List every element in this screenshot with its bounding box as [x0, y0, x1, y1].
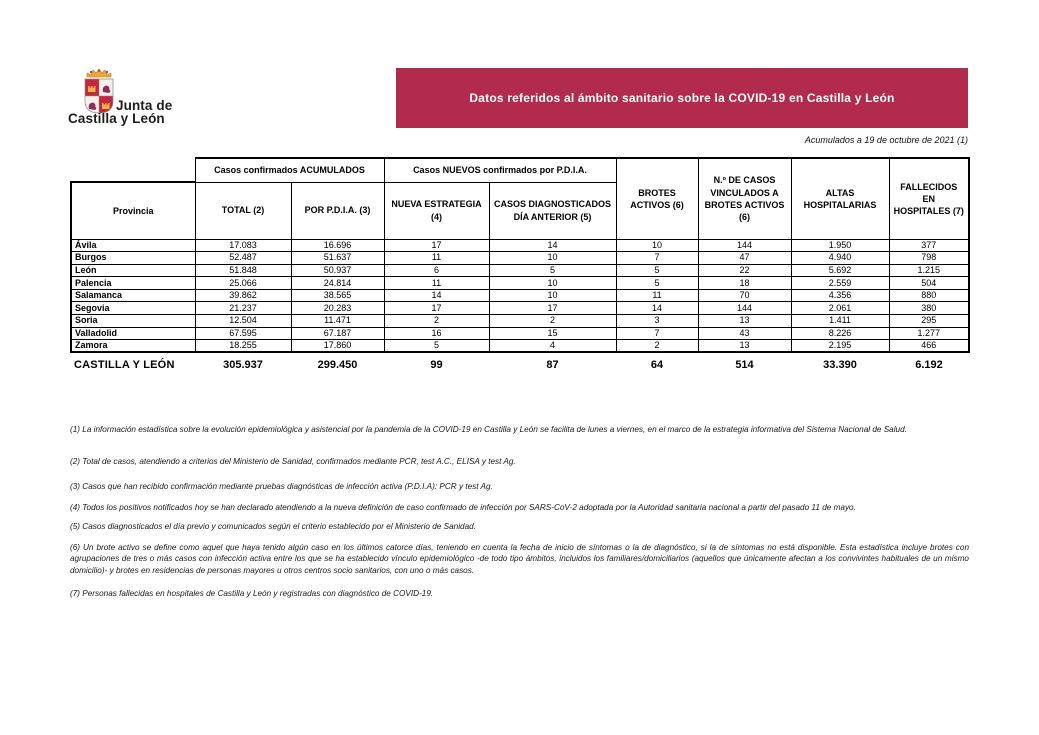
- date-note: Acumulados a 19 de octubre de 2021 (1): [804, 135, 968, 145]
- column-header-nueva-estrategia: NUEVA ESTRATEGIA (4): [384, 182, 489, 239]
- table-row-segovia: [71, 302, 969, 315]
- footnote-1: (1) La información estadística sobre la evolución epidemiológica y asistencial por la pandemia de la COVID-19 en Castilla y León se facilita de lunes a viernes, en el marco de la estrategia informativa del Sistema Nacional de Salud.: [70, 425, 907, 434]
- column-header-fallecidos: FALLECIDOS EN HOSPITALES (7): [889, 158, 969, 239]
- value-cell: 16.696: [291, 239, 384, 252]
- group-header-row: [71, 158, 969, 182]
- value-cell: 67.187: [291, 327, 384, 340]
- value-cell: 4: [489, 340, 616, 353]
- value-cell: 14: [489, 239, 616, 252]
- value-cell: 4.356: [791, 289, 889, 302]
- value-cell: 2: [384, 315, 489, 328]
- value-cell: 50.937: [291, 264, 384, 277]
- value-cell: 17: [489, 302, 616, 315]
- value-cell: 14: [384, 289, 489, 302]
- value-cell: 18.255: [195, 340, 291, 353]
- total-label: CASTILLA Y LEÓN: [74, 358, 175, 371]
- value-cell: 2: [489, 315, 616, 328]
- value-cell: 47: [698, 252, 791, 265]
- value-cell: 11: [384, 277, 489, 290]
- table-row-soria: [71, 315, 969, 328]
- value-cell: 798: [889, 252, 969, 265]
- value-cell: 14: [616, 302, 698, 315]
- value-cell: 67.595: [195, 327, 291, 340]
- column-header-dia-anterior: CASOS DIAGNOSTICADOS DÍA ANTERIOR (5): [489, 182, 616, 239]
- logo-text-line1: Junta de: [116, 98, 173, 113]
- table-row-burgos: [71, 252, 969, 265]
- province-cell: Salamanca: [71, 289, 195, 302]
- value-cell: 2.559: [791, 277, 889, 290]
- value-cell: 43: [698, 327, 791, 340]
- header-spacer: [71, 158, 195, 182]
- value-cell: 1.215: [889, 264, 969, 277]
- value-cell: 380: [889, 302, 969, 315]
- junta-logo: [68, 66, 188, 128]
- value-cell: 5: [489, 264, 616, 277]
- value-cell: 2: [616, 340, 698, 353]
- value-cell: 17.860: [291, 340, 384, 353]
- province-cell: Ávila: [71, 239, 195, 252]
- value-cell: 8.226: [791, 327, 889, 340]
- province-cell: Soria: [71, 315, 195, 328]
- value-cell: 39.862: [195, 289, 291, 302]
- value-cell: 17.083: [195, 239, 291, 252]
- total-value: 64: [650, 358, 664, 371]
- value-cell: 7: [616, 252, 698, 265]
- value-cell: 5: [616, 277, 698, 290]
- value-cell: 11: [384, 252, 489, 265]
- total-value: 87: [546, 358, 559, 371]
- value-cell: 1.277: [889, 327, 969, 340]
- value-cell: 13: [698, 340, 791, 353]
- total-value: 6.192: [915, 358, 943, 371]
- value-cell: 880: [889, 289, 969, 302]
- province-cell: Burgos: [71, 252, 195, 265]
- province-cell: Zamora: [71, 340, 195, 353]
- total-row: [71, 352, 969, 373]
- total-value: 299.450: [317, 358, 358, 371]
- total-value: 514: [735, 358, 754, 371]
- value-cell: 13: [698, 315, 791, 328]
- province-cell: Segovia: [71, 302, 195, 315]
- value-cell: 5: [384, 340, 489, 353]
- column-header-total: TOTAL (2): [195, 182, 291, 239]
- table-row-leon: [71, 264, 969, 277]
- value-cell: 6: [384, 264, 489, 277]
- value-cell: 25.066: [195, 277, 291, 290]
- group-header-nuevos: Casos NUEVOS confirmados por P.D.I.A.: [384, 158, 616, 182]
- group-header-acumulados: Casos confirmados ACUMULADOS: [195, 158, 384, 182]
- banner-title: Datos referidos al ámbito sanitario sobre la COVID-19 en Castilla y León: [469, 91, 895, 105]
- value-cell: 2.061: [791, 302, 889, 315]
- value-cell: 24.814: [291, 277, 384, 290]
- total-value: 305.937: [223, 358, 263, 371]
- value-cell: 18: [698, 277, 791, 290]
- value-cell: 51.848: [195, 264, 291, 277]
- value-cell: 16: [384, 327, 489, 340]
- value-cell: 144: [698, 302, 791, 315]
- value-cell: 1.411: [791, 315, 889, 328]
- covid-data-table: [70, 157, 968, 373]
- value-cell: 11.471: [291, 315, 384, 328]
- value-cell: 144: [698, 239, 791, 252]
- value-cell: 38.565: [291, 289, 384, 302]
- value-cell: 11: [616, 289, 698, 302]
- total-value: 33.390: [823, 358, 857, 371]
- province-cell: Valladolid: [71, 327, 195, 340]
- coat-of-arms-icon: [84, 68, 114, 114]
- value-cell: 15: [489, 327, 616, 340]
- table-row-palencia: [71, 277, 969, 290]
- logo-text-line2: Castilla y León: [68, 111, 165, 126]
- value-cell: 4.940: [791, 252, 889, 265]
- value-cell: 504: [889, 277, 969, 290]
- table-row-salamanca: [71, 289, 969, 302]
- value-cell: 2.195: [791, 340, 889, 353]
- column-header-brotes: BROTES ACTIVOS (6): [616, 158, 698, 239]
- banner: [396, 68, 968, 128]
- value-cell: 10: [616, 239, 698, 252]
- value-cell: 70: [698, 289, 791, 302]
- value-cell: 10: [489, 252, 616, 265]
- table-row-valladolid: [71, 327, 969, 340]
- footnote-7: (7) Personas fallecidas en hospitales de Castilla y León y registradas con diagnóstico de COVID-19.: [70, 589, 434, 598]
- value-cell: 10: [489, 277, 616, 290]
- value-cell: 377: [889, 239, 969, 252]
- value-cell: 3: [616, 315, 698, 328]
- footnote-4: (4) Todos los positivos notificados hoy se han declarado atendiendo a la nueva definición de caso confirmado de infección por SARS-CoV-2 adoptada por la Autoridad sanitaria nacional a partir del pasado 11 de mayo.: [70, 503, 856, 512]
- table-row-zamora: [71, 340, 969, 353]
- value-cell: 1.950: [791, 239, 889, 252]
- column-header-vinculados: N.º DE CASOS VINCULADOS A BROTES ACTIVOS (6): [698, 158, 791, 239]
- value-cell: 295: [889, 315, 969, 328]
- footnote-6: (6) Un brote activo se define como aquel que haya tenido algún caso en los últimos catorce días, teniendo en cuenta la fecha de inicio de síntomas o la de diagnóstico, si la de síntomas no está disponible. Esta estadística incluye brotes con agrupaciones de tres o más casos con infección activa entre los que se ha establecido vínculo epidemiológico -de todo tipo ámbitos, incluidos los familiares/domiciliarios (aquellos que únicamente afectan a los convivintes habituales de un mismo domicilio)- y brotes en residencias de personas mayores u otros centros socio sanitarios, con uno o más casos.: [70, 543, 969, 575]
- value-cell: 21.237: [195, 302, 291, 315]
- value-cell: 5: [616, 264, 698, 277]
- value-cell: 17: [384, 302, 489, 315]
- value-cell: 52.487: [195, 252, 291, 265]
- total-value: 99: [430, 358, 443, 371]
- province-cell: León: [71, 264, 195, 277]
- footnote-3: (3) Casos que han recibido confirmación mediante pruebas diagnósticas de infección activa (P.D.I.A): PCR y test Ag.: [70, 482, 493, 491]
- value-cell: 17: [384, 239, 489, 252]
- footnote-2: (2) Total de casos, atendiendo a criterios del Ministerio de Sanidad, confirmados mediante PCR, test A.C., ELISA y test Ag.: [70, 457, 516, 466]
- footnote-5: (5) Casos diagnosticados el día previo y comunicados según el criterio establecido por el Ministerio de Sanidad.: [70, 522, 476, 531]
- value-cell: 22: [698, 264, 791, 277]
- value-cell: 7: [616, 327, 698, 340]
- value-cell: 12.504: [195, 315, 291, 328]
- province-cell: Palencia: [71, 277, 195, 290]
- value-cell: 51.637: [291, 252, 384, 265]
- value-cell: 5.692: [791, 264, 889, 277]
- table-row-avila: [71, 239, 969, 252]
- column-header-pdia: POR P.D.I.A. (3): [291, 182, 384, 239]
- value-cell: 10: [489, 289, 616, 302]
- column-header-provincia: Provincia: [71, 182, 195, 239]
- column-header-altas: ALTAS HOSPITALARIAS: [791, 158, 889, 239]
- value-cell: 20.283: [291, 302, 384, 315]
- value-cell: 466: [889, 340, 969, 353]
